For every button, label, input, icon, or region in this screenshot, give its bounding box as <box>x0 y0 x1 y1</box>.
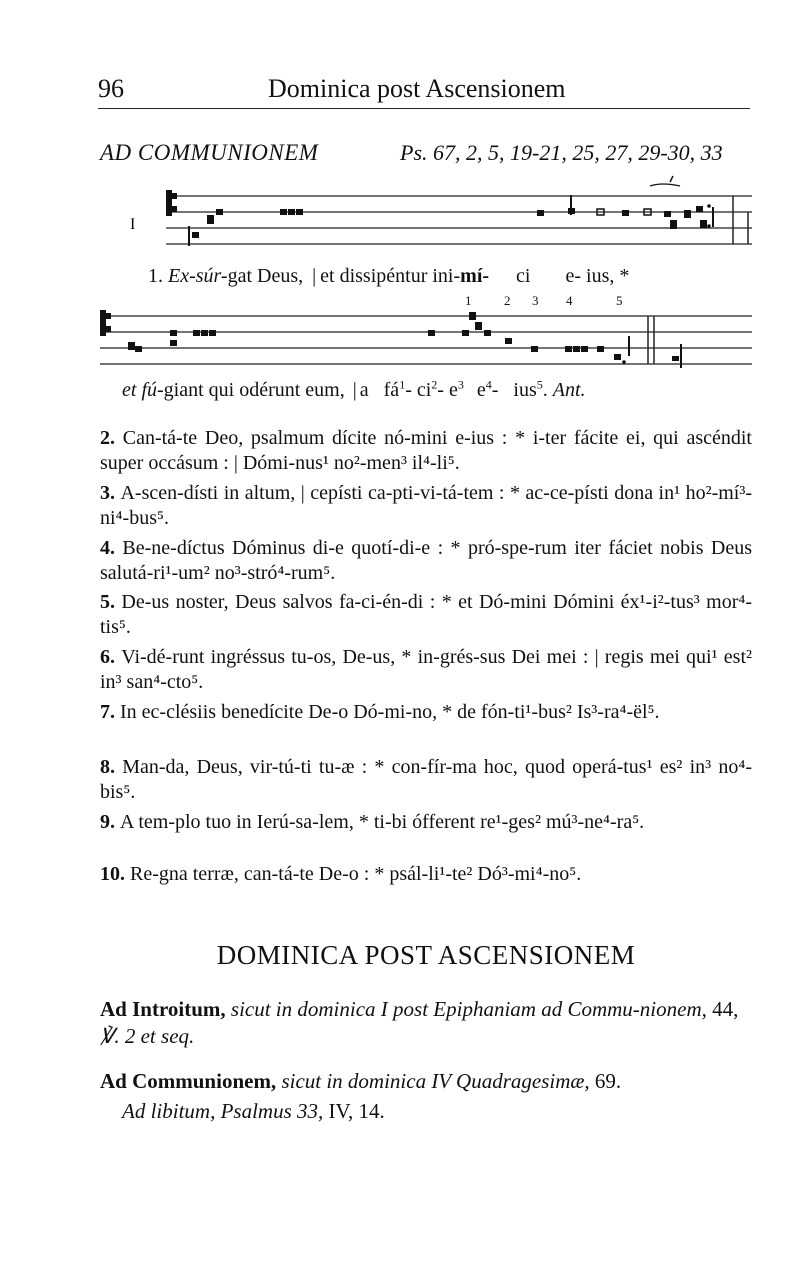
introit-verse: ℣. 2 et seq. <box>100 1024 195 1048</box>
adlib-rubric <box>100 1098 774 1125</box>
lyric-syllable: Ex-súr- <box>168 265 228 287</box>
tone-number: 2 <box>504 293 511 308</box>
lyric-syllable: giant qui odérunt eum, <box>163 379 345 401</box>
lyric-syllable: ci <box>416 379 432 401</box>
running-title: Dominica post Ascensionem <box>268 74 566 103</box>
verse-text: Man-da, Deus, vir-tú-ti tu-æ : * con-fír-ma hoc, quod operá-tus¹ es² in³ no⁴-bis⁵. <box>100 756 752 803</box>
adlib-text: Ad libitum, Psalmus 33, <box>122 1099 324 1123</box>
tone-number: 1 <box>465 293 472 308</box>
verse-number: 6. <box>100 646 122 668</box>
lyric-syllable: a <box>359 379 369 401</box>
psalm-reference: Ps. 67, 2, 5, 19-21, 25, 27, 29-30, 33 <box>400 140 723 165</box>
verse-text: A tem-plo tuo in Ierú-sa-lem, * ti-bi ófferent re¹-ges² mú³-ne⁴-ra⁵. <box>120 811 645 833</box>
lyric-syllable: fá <box>383 379 400 401</box>
page-number: 96 <box>98 74 124 103</box>
verse-text: Vi-dé-runt ingréssus tu-os, De-us, * in-grés-sus Dei mei : | regis mei qui¹ est² in³ san⁴-cto⁵. <box>100 646 753 693</box>
verse-number: 7. <box>100 701 120 723</box>
verse-number-1: 1. <box>148 265 163 287</box>
lyric-syllable: ini- <box>432 265 461 287</box>
communion-rubric <box>100 1068 752 1095</box>
verse-text: A-scen-dísti in altum, | cepísti ca-pti-vi-tá-tem : * ac-ce-písti dona in¹ ho²-mí³-ni⁴-bus⁵. <box>100 482 753 529</box>
communion-heading: Ad Communionem, <box>100 1069 277 1093</box>
introit-rubric <box>100 996 752 1050</box>
lyric-syllable: et dissipéntur <box>320 265 428 287</box>
lyric-syllable: mí- <box>460 265 490 287</box>
tone-number: 4 <box>566 293 573 308</box>
lyric-syllable: ci <box>516 265 531 287</box>
lyric-syllable: e <box>448 379 458 401</box>
psalm-verse <box>100 426 752 476</box>
lyric-syllable: fú- <box>141 379 164 401</box>
lyric-syllable: ius <box>513 379 537 401</box>
lyrics-line-1: 1. Ex-súr-gat Deus, | et dissipéntur ini-mí- ci e- ius, * <box>148 265 630 287</box>
introit-heading: Ad Introitum, <box>100 997 226 1021</box>
lyric-syllable: e <box>476 379 486 401</box>
communion-ref: 69. <box>594 1069 622 1093</box>
introit-ref: 44, <box>712 997 739 1021</box>
lyric-syllable: et <box>122 379 137 401</box>
communion-label: AD COMMUNIONEM <box>100 140 319 165</box>
verse-text: De-us noster, Deus salvos fa-ci-én-di : * et Dó-mini Dómini éx¹-i²-tus³ mor⁴-tis⁵. <box>100 591 752 638</box>
verse-text: In ec-clésiis benedícite De-o Dó-mi-no, * de fón-ti¹-bus² Is³-ra⁴-ël⁵. <box>120 701 660 723</box>
adlib-ref: IV, 14. <box>328 1099 385 1123</box>
introit-text: sicut in dominica I post Epiphaniam ad Commu-nionem, <box>230 997 707 1021</box>
psalm-verse <box>100 590 752 640</box>
lyric-syllable: e- ius, <box>565 265 615 287</box>
chant-staff-2 <box>0 0 790 400</box>
asterisk: * <box>619 265 630 287</box>
verse-text: Can-tá-te Deo, psalmum dícite nó-mini e-ius : * i-ter fácite ei, qui ascéndit super occásum : | Dómi-nus¹ no²-men³ il⁴-li⁵. <box>100 427 752 474</box>
psalm-verse <box>100 755 752 805</box>
verse-number: 5. <box>100 591 122 613</box>
psalm-verse <box>100 700 752 725</box>
verse-number: 9. <box>100 811 120 833</box>
verse-number: 8. <box>100 756 123 778</box>
psalm-verse <box>100 862 752 887</box>
psalm-verse <box>100 536 752 586</box>
section-title: DOMINICA POST ASCENSIONEM <box>216 940 636 970</box>
verse-text: Re-gna terræ, can-tá-te De-o : * psál-li¹-te² Dó³-mi⁴-no⁵. <box>130 863 582 885</box>
verse-number: 4. <box>100 537 123 559</box>
communion-text: sicut in dominica IV Quadragesimæ, <box>281 1069 590 1093</box>
tone-number: 5 <box>616 293 623 308</box>
psalm-verse <box>100 810 752 835</box>
lyric-syllable: gat Deus, <box>227 265 304 287</box>
antiphon-marker: Ant. <box>552 379 586 401</box>
mode-label: I <box>130 216 136 233</box>
verse-number: 10. <box>100 863 130 885</box>
psalm-verse <box>100 645 752 695</box>
verse-number: 3. <box>100 482 121 504</box>
lyrics-line-2: et fú-giant qui odérunt eum, | a $fá^1-$ $ci^2-$ $e^3$ $e^4-$ ius$^5$. Ant. <box>122 377 586 401</box>
psalm-verse <box>100 481 752 531</box>
tone-number: 3 <box>532 293 539 308</box>
verse-number: 2. <box>100 427 123 449</box>
verse-text: Be-ne-díctus Dóminus di-e quotí-di-e : * pró-spe-rum iter fáciet nobis Deus salutá-ri¹-um² no³-stró⁴-rum⁵. <box>100 537 752 584</box>
